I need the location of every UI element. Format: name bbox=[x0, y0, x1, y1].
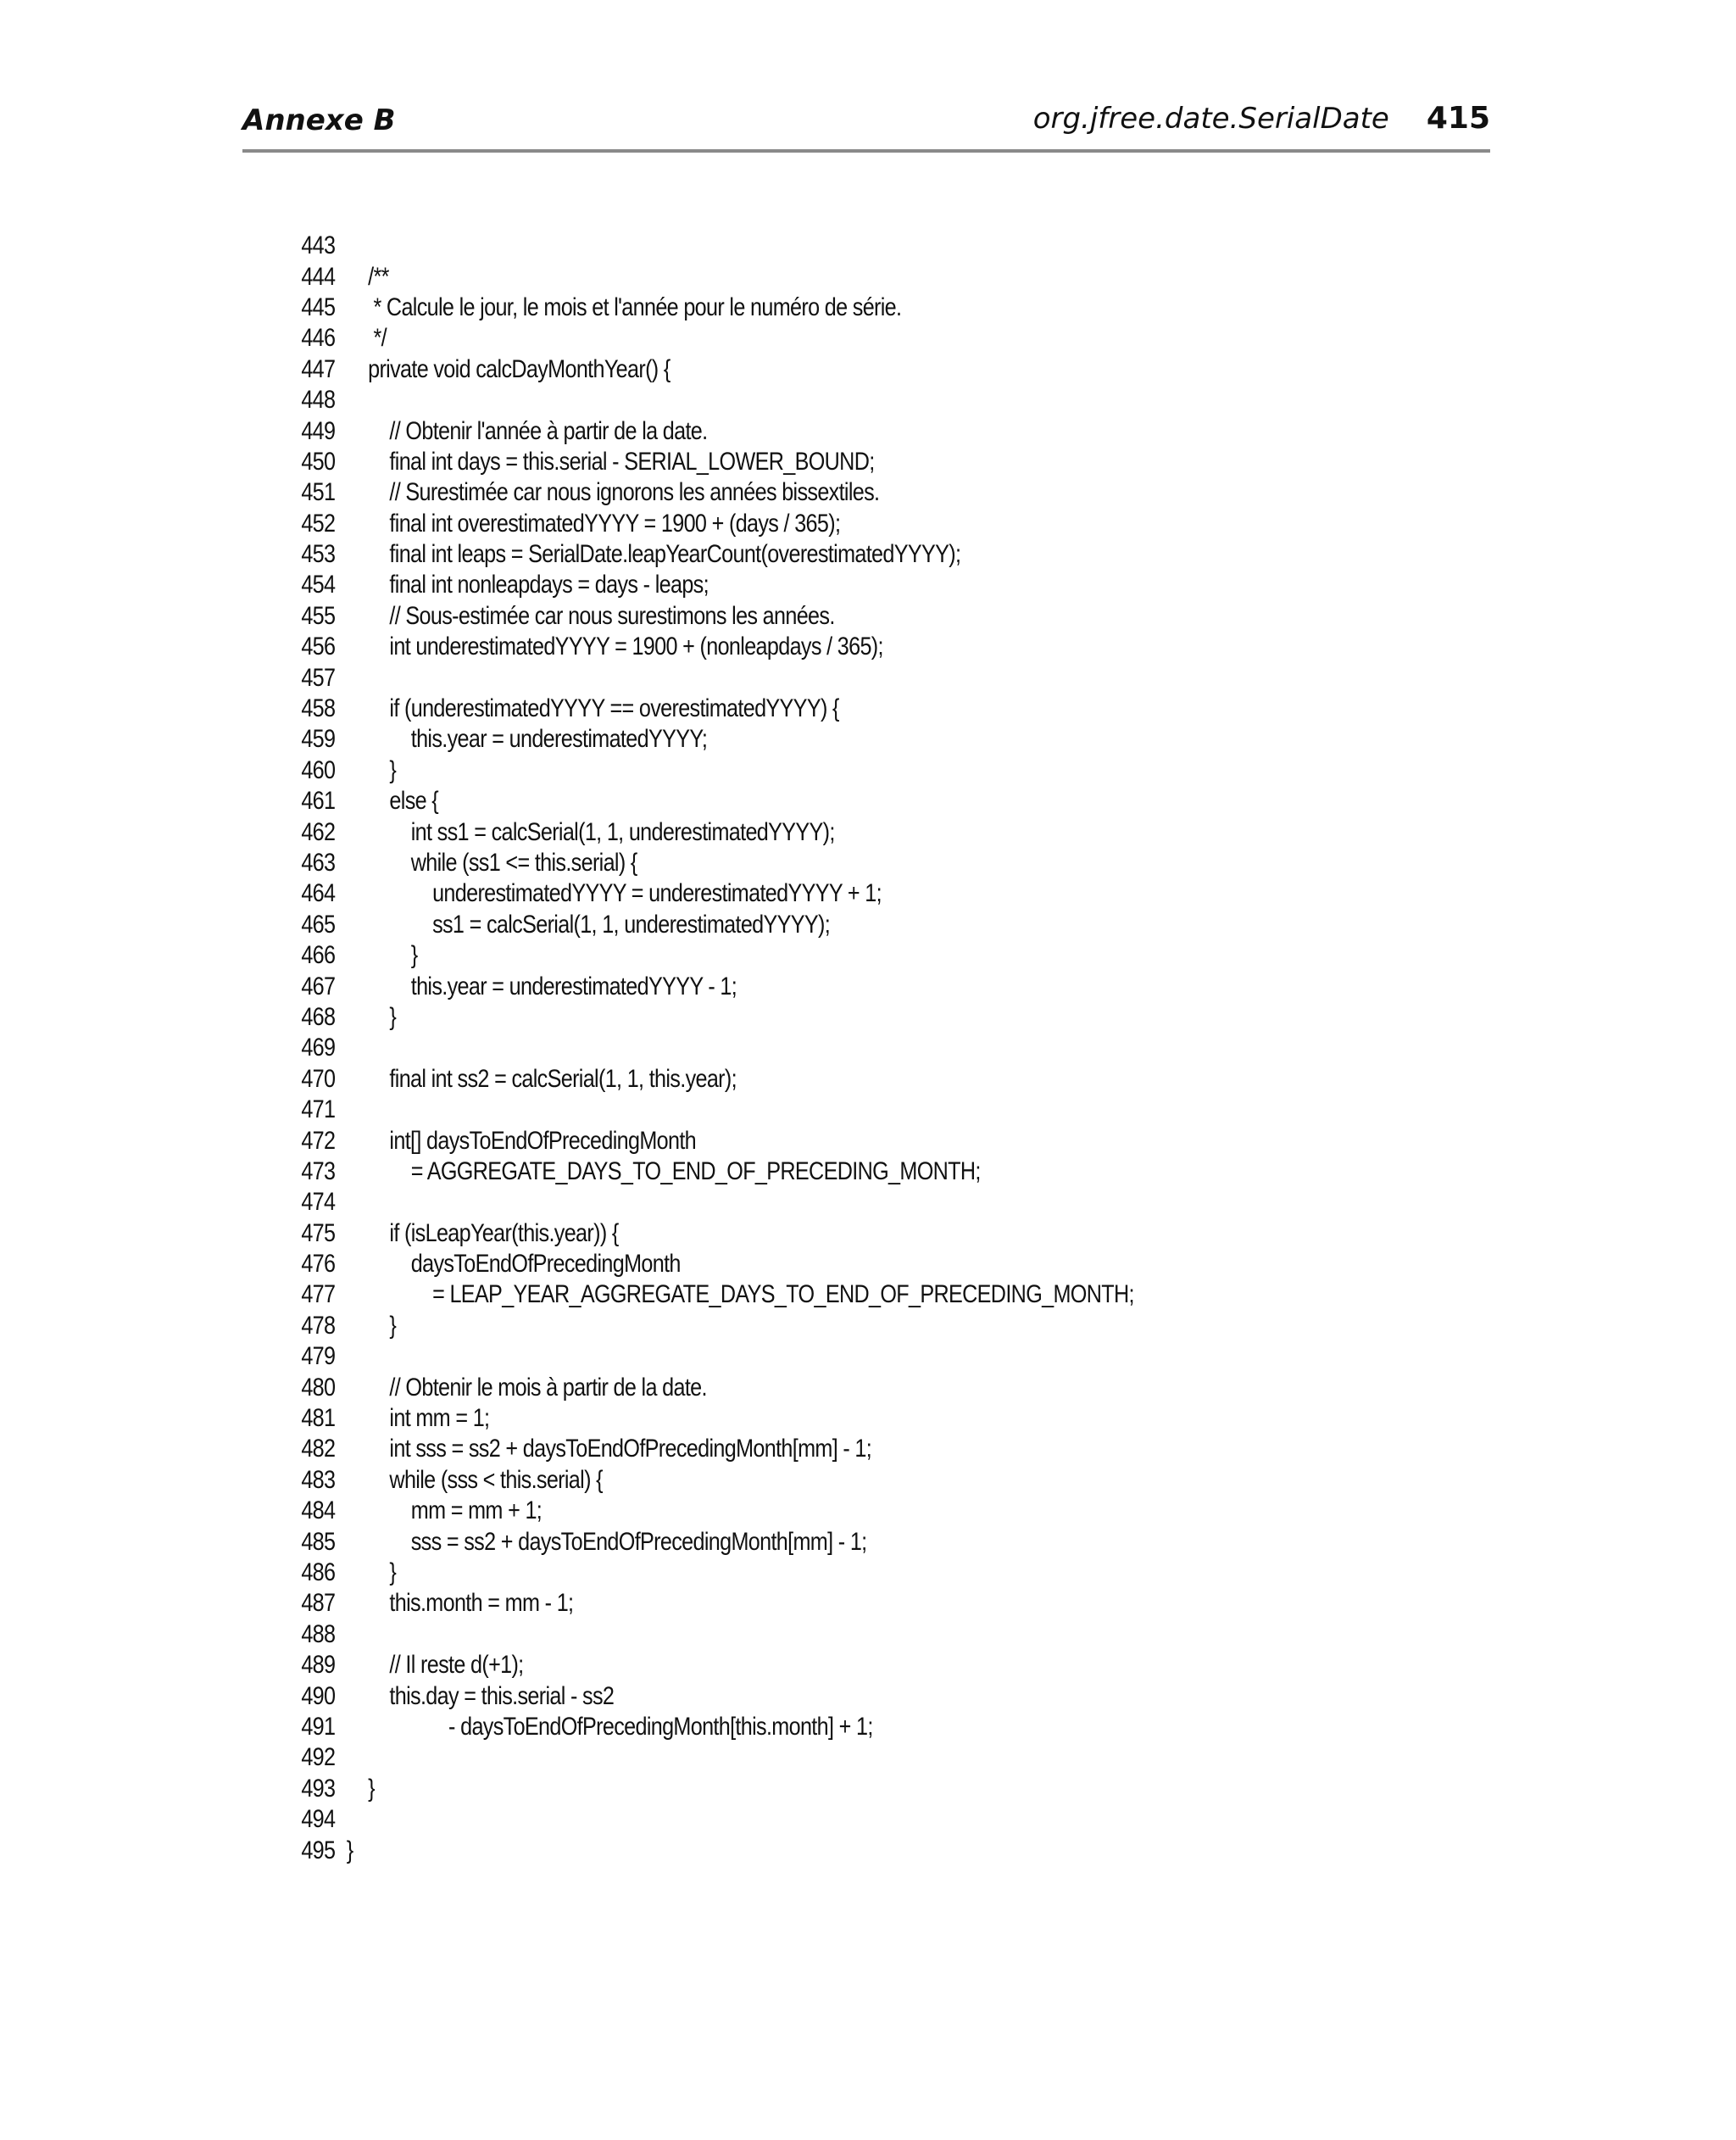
line-number: 472 bbox=[301, 1126, 336, 1155]
line-code: } bbox=[346, 1836, 353, 1864]
code-line bbox=[297, 1249, 1365, 1279]
code-line bbox=[297, 816, 1365, 847]
code-line bbox=[297, 323, 1365, 354]
line-number: 476 bbox=[301, 1250, 336, 1279]
line-number: 475 bbox=[301, 1218, 336, 1247]
code-line bbox=[297, 447, 1365, 477]
line-code: final int days = this.serial - SERIAL_LOWER_BOUND; bbox=[346, 447, 875, 476]
code-line bbox=[297, 1187, 1365, 1218]
code-line bbox=[297, 509, 1365, 539]
line-number: 455 bbox=[301, 601, 336, 630]
code-line bbox=[297, 1804, 1365, 1835]
line-number: 488 bbox=[301, 1619, 336, 1648]
code-line bbox=[297, 415, 1365, 446]
line-code: = LEAP_YEAR_AGGREGATE_DAYS_TO_END_OF_PRECEDING_MONTH; bbox=[346, 1280, 1134, 1309]
line-code: = AGGREGATE_DAYS_TO_END_OF_PRECEDING_MONTH; bbox=[346, 1156, 981, 1185]
line-number: 484 bbox=[301, 1496, 336, 1525]
line-code: this.day = this.serial - ss2 bbox=[346, 1681, 615, 1710]
line-number: 449 bbox=[301, 416, 336, 445]
line-code: private void calcDayMonthYear() { bbox=[346, 354, 670, 383]
line-number: 454 bbox=[301, 571, 336, 599]
line-number: 492 bbox=[301, 1743, 336, 1772]
line-code: // Il reste d(+1); bbox=[346, 1651, 524, 1680]
code-line bbox=[297, 601, 1365, 632]
line-number: 453 bbox=[301, 540, 336, 569]
line-number: 448 bbox=[301, 386, 336, 415]
line-code: /** bbox=[346, 262, 389, 291]
line-code: */ bbox=[346, 324, 387, 353]
line-code: - daysToEndOfPrecedingMonth[this.month] + 1; bbox=[346, 1712, 873, 1741]
page-number: 415 bbox=[1426, 101, 1490, 136]
code-line bbox=[297, 1095, 1365, 1125]
line-code: this.year = underestimatedYYYY; bbox=[346, 725, 708, 754]
code-line bbox=[297, 1680, 1365, 1711]
line-number: 457 bbox=[301, 663, 336, 692]
code-line bbox=[297, 1372, 1365, 1402]
line-number: 490 bbox=[301, 1681, 336, 1710]
line-code: this.year = underestimatedYYYY - 1; bbox=[346, 972, 737, 1000]
line-number: 494 bbox=[301, 1805, 336, 1834]
line-number: 459 bbox=[301, 725, 336, 754]
line-code: if (isLeapYear(this.year)) { bbox=[346, 1218, 619, 1247]
line-number: 452 bbox=[301, 509, 336, 538]
line-number: 468 bbox=[301, 1002, 336, 1031]
code-line bbox=[297, 1558, 1365, 1588]
line-code: // Surestimée car nous ignorons les années bissextiles. bbox=[346, 478, 880, 507]
line-code: else { bbox=[346, 787, 439, 816]
line-number: 480 bbox=[301, 1373, 336, 1402]
code-line bbox=[297, 1218, 1365, 1249]
line-number: 447 bbox=[301, 354, 336, 383]
code-line bbox=[297, 1465, 1365, 1496]
line-code: final int nonleapdays = days - leaps; bbox=[346, 571, 709, 599]
line-number: 491 bbox=[301, 1712, 336, 1741]
line-number: 474 bbox=[301, 1188, 336, 1217]
line-code: } bbox=[346, 941, 418, 970]
line-number: 478 bbox=[301, 1311, 336, 1340]
line-number: 464 bbox=[301, 879, 336, 908]
code-line bbox=[297, 1002, 1365, 1033]
code-line bbox=[297, 848, 1365, 878]
line-number: 471 bbox=[301, 1095, 336, 1124]
code-line bbox=[297, 1712, 1365, 1742]
code-line bbox=[297, 477, 1365, 508]
line-code: } bbox=[346, 1311, 397, 1340]
line-number: 477 bbox=[301, 1280, 336, 1309]
line-code: } bbox=[346, 755, 397, 784]
code-line bbox=[297, 570, 1365, 600]
line-code: if (underestimatedYYYY == overestimatedYYYY) { bbox=[346, 694, 839, 723]
line-number: 461 bbox=[301, 787, 336, 816]
line-code: // Obtenir le mois à partir de la date. bbox=[346, 1373, 707, 1402]
line-code: int[] daysToEndOfPrecedingMonth bbox=[346, 1126, 697, 1155]
code-line bbox=[297, 354, 1365, 385]
line-code: } bbox=[346, 1002, 397, 1031]
line-code: int ss1 = calcSerial(1, 1, underestimatedYYYY); bbox=[346, 817, 835, 846]
code-line bbox=[297, 940, 1365, 971]
line-number: 469 bbox=[301, 1034, 336, 1062]
line-number: 462 bbox=[301, 817, 336, 846]
code-line bbox=[297, 1774, 1365, 1804]
code-line bbox=[297, 1125, 1365, 1156]
header-right bbox=[1033, 102, 1490, 136]
line-code: int mm = 1; bbox=[346, 1404, 490, 1433]
code-line bbox=[297, 786, 1365, 816]
line-code: final int leaps = SerialDate.leapYearCount(overestimatedYYYY); bbox=[346, 540, 961, 569]
code-line bbox=[297, 971, 1365, 1001]
line-code: while (sss < this.serial) { bbox=[346, 1465, 603, 1494]
line-code: underestimatedYYYY = underestimatedYYYY + 1; bbox=[346, 879, 882, 908]
code-line bbox=[297, 539, 1365, 570]
code-line bbox=[297, 1064, 1365, 1095]
line-code: int sss = ss2 + daysToEndOfPrecedingMonth[mm] - 1; bbox=[346, 1435, 872, 1463]
code-line bbox=[297, 694, 1365, 724]
line-number: 483 bbox=[301, 1465, 336, 1494]
code-line bbox=[297, 1434, 1365, 1464]
line-code: mm = mm + 1; bbox=[346, 1496, 542, 1525]
code-line bbox=[297, 662, 1365, 693]
line-number: 456 bbox=[301, 633, 336, 661]
line-number: 443 bbox=[301, 231, 336, 260]
line-code: while (ss1 <= this.serial) { bbox=[346, 849, 637, 877]
code-line bbox=[297, 261, 1365, 292]
code-line bbox=[297, 1835, 1365, 1865]
code-line bbox=[297, 1156, 1365, 1187]
line-code: * Calcule le jour, le mois et l'année pour le numéro de série. bbox=[346, 293, 902, 321]
code-line bbox=[297, 1341, 1365, 1372]
line-code: int underestimatedYYYY = 1900 + (nonleapdays / 365); bbox=[346, 633, 883, 661]
line-code: final int ss2 = calcSerial(1, 1, this.year); bbox=[346, 1064, 737, 1093]
code-line bbox=[297, 1650, 1365, 1680]
code-line bbox=[297, 632, 1365, 662]
page-header bbox=[242, 95, 1490, 153]
line-number: 444 bbox=[301, 262, 336, 291]
line-number: 489 bbox=[301, 1651, 336, 1680]
line-number: 487 bbox=[301, 1589, 336, 1618]
line-number: 465 bbox=[301, 910, 336, 939]
line-number: 458 bbox=[301, 694, 336, 723]
code-line bbox=[297, 1526, 1365, 1557]
code-line bbox=[297, 1742, 1365, 1773]
code-line bbox=[297, 1496, 1365, 1526]
code-listing bbox=[297, 231, 1568, 1866]
code-line bbox=[297, 1033, 1365, 1063]
line-number: 450 bbox=[301, 447, 336, 476]
code-line bbox=[297, 385, 1365, 415]
line-number: 479 bbox=[301, 1342, 336, 1371]
line-number: 467 bbox=[301, 972, 336, 1000]
line-number: 482 bbox=[301, 1435, 336, 1463]
line-code: this.month = mm - 1; bbox=[346, 1589, 574, 1618]
running-title: org.jfree.date.SerialDate bbox=[1032, 102, 1389, 136]
code-line bbox=[297, 910, 1365, 940]
line-number: 486 bbox=[301, 1558, 336, 1586]
code-line bbox=[297, 755, 1365, 786]
line-number: 470 bbox=[301, 1064, 336, 1093]
line-code: // Obtenir l'année à partir de la date. bbox=[346, 416, 708, 445]
line-code: ss1 = calcSerial(1, 1, underestimatedYYYY); bbox=[346, 910, 831, 939]
code-line bbox=[297, 1403, 1365, 1434]
code-line bbox=[297, 724, 1365, 755]
line-number: 463 bbox=[301, 849, 336, 877]
line-code: sss = ss2 + daysToEndOfPrecedingMonth[mm] - 1; bbox=[346, 1527, 867, 1556]
line-number: 451 bbox=[301, 478, 336, 507]
code-line bbox=[297, 231, 1365, 261]
line-number: 493 bbox=[301, 1774, 336, 1803]
line-number: 460 bbox=[301, 755, 336, 784]
code-line bbox=[297, 1588, 1365, 1619]
line-number: 481 bbox=[301, 1404, 336, 1433]
header-rule bbox=[242, 149, 1490, 153]
chapter-label: Annexe B bbox=[242, 103, 396, 137]
line-code: } bbox=[346, 1774, 375, 1803]
line-code: // Sous-estimée car nous surestimons les années. bbox=[346, 601, 835, 630]
line-number: 445 bbox=[301, 293, 336, 321]
line-number: 473 bbox=[301, 1156, 336, 1185]
code-line bbox=[297, 293, 1365, 323]
line-number: 495 bbox=[301, 1836, 336, 1864]
code-line bbox=[297, 1311, 1365, 1341]
code-line bbox=[297, 1619, 1365, 1650]
line-number: 485 bbox=[301, 1527, 336, 1556]
line-number: 446 bbox=[301, 324, 336, 353]
line-code: daysToEndOfPrecedingMonth bbox=[346, 1250, 681, 1279]
code-line bbox=[297, 878, 1365, 909]
line-code: final int overestimatedYYYY = 1900 + (days / 365); bbox=[346, 509, 841, 538]
line-number: 466 bbox=[301, 941, 336, 970]
line-code: } bbox=[346, 1558, 397, 1586]
code-line bbox=[297, 1279, 1365, 1310]
